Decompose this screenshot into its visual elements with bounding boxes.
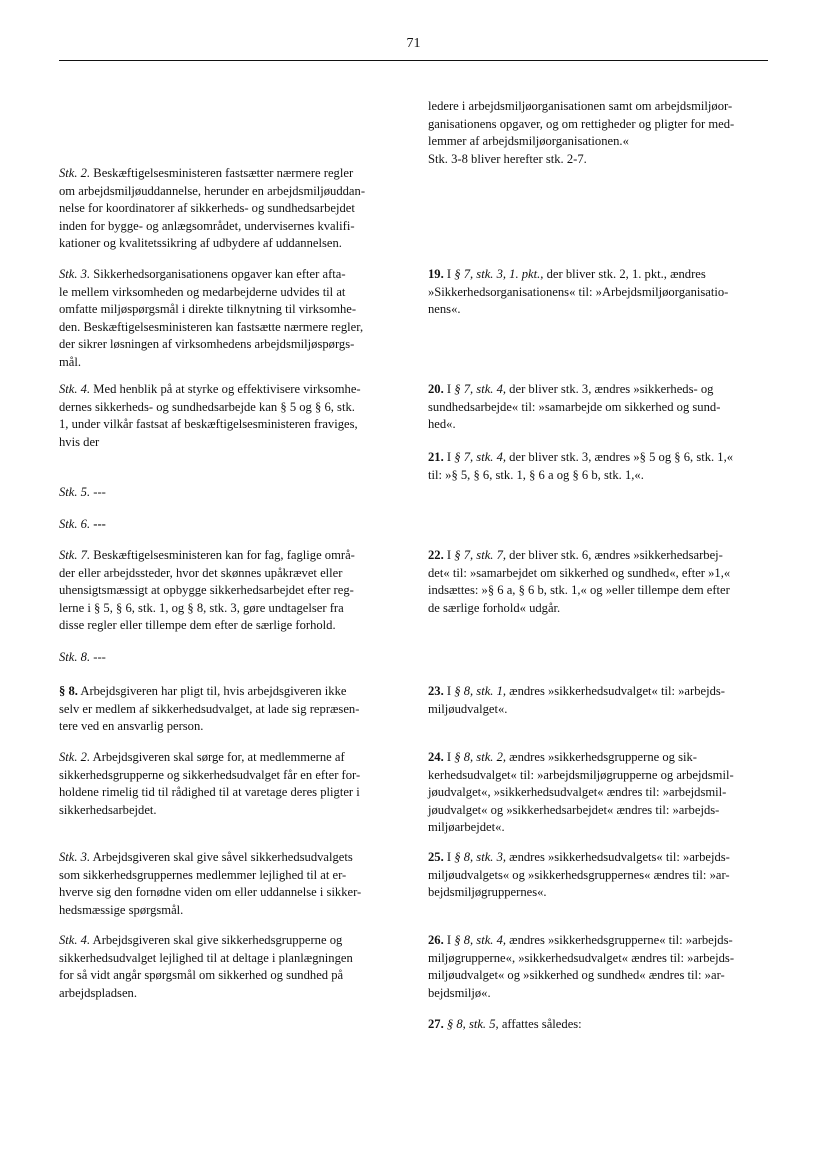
amendment-19 xyxy=(428,266,768,319)
left-p8-stk3-paragraph xyxy=(59,849,389,919)
paragraph-line: dernes sikkerheds- og sundhedsarbejde kan § 5 og § 6, stk. xyxy=(59,399,355,414)
amendment-prefix: I xyxy=(443,850,455,864)
amendment-reference: § 8, stk. 2, xyxy=(454,750,507,764)
amendment-number: 20. xyxy=(428,382,444,396)
amendment-number: 24. xyxy=(428,750,444,764)
paragraph-line: Stk. 3-8 bliver herefter stk. 2-7. xyxy=(428,151,587,166)
amendment-prefix: I xyxy=(443,548,455,562)
amendment-prefix: I xyxy=(443,450,455,464)
paragraph-line: holdene rimelig tid til rådighed til at varetage deres pligter i xyxy=(59,785,360,800)
paragraph-line: der sikrer løsningen af virksomhedens arbejdsmiljøspørgs- xyxy=(59,337,355,352)
stk-label: Stk. 4. xyxy=(59,933,91,947)
amendment-24 xyxy=(428,749,768,837)
paragraph-line: Beskæftigelsesministeren kan for fag, faglige områ- xyxy=(90,548,355,562)
paragraph-line: Arbejdsgiveren skal give sikkerhedsgrupperne og xyxy=(90,933,343,947)
paragraph-line: sikkerhedsudvalget lejlighed til at deltage i planlægningen xyxy=(59,950,353,965)
paragraph-line: hverve sig den fornødne viden om eller uddannelse i sikker- xyxy=(59,885,362,900)
paragraph-line: der bliver stk. 3, ændres »§ 5 og § 6, stk. 1,« xyxy=(506,450,734,464)
left-stk8-paragraph xyxy=(59,649,389,667)
left-stk6-paragraph xyxy=(59,516,389,534)
left-p8-paragraph xyxy=(59,683,389,736)
amendment-25 xyxy=(428,849,768,902)
paragraph-line: hvis der xyxy=(59,434,100,449)
paragraph-line: »Sikkerhedsorganisationens« til: »Arbejdsmiljøorganisatio- xyxy=(428,284,729,299)
paragraph-line: som sikkerhedsgruppernes medlemmer lejlighed til at er- xyxy=(59,867,347,882)
stk-label: Stk. 3. xyxy=(59,850,91,864)
left-stk5-paragraph xyxy=(59,484,389,502)
paragraph-line: nelse for koordinatorer af sikkerheds- og sundhedsarbejdet xyxy=(59,201,355,216)
paragraph-line: miljøudvalget« og »sikkerhed og sundhed« ændres til: »ar- xyxy=(428,968,725,983)
paragraph-line: Sikkerhedsorganisationens opgaver kan efter afta- xyxy=(90,267,346,281)
paragraph-line: affattes således: xyxy=(498,1017,582,1031)
paragraph-line: der eller arbejdssteder, hvor det skønnes upåkrævet eller xyxy=(59,565,343,580)
amendment-reference: § 7, stk. 4, xyxy=(454,450,507,464)
amendment-reference: § 8, stk. 4, xyxy=(454,933,507,947)
paragraph-line: bejdsmiljøgruppernes«. xyxy=(428,885,547,900)
paragraph-line: de særlige forhold« udgår. xyxy=(428,600,561,615)
paragraph-line: mål. xyxy=(59,354,82,369)
amendment-prefix: I xyxy=(443,684,455,698)
amendment-20 xyxy=(428,381,768,434)
paragraph-line: Arbejdsgiveren skal sørge for, at medlemmerne af xyxy=(90,750,345,764)
paragraph-line: lemmer af arbejdsmiljøorganisationen.« xyxy=(428,134,629,149)
amendment-23 xyxy=(428,683,768,718)
amendment-number: 22. xyxy=(428,548,444,562)
paragraph-line: nens«. xyxy=(428,302,461,317)
left-stk4-paragraph xyxy=(59,381,389,451)
amendment-number: 23. xyxy=(428,684,444,698)
amendment-reference: § 8, stk. 5, xyxy=(446,1017,499,1031)
paragraph-line: til: »§ 5, § 6, stk. 1, § 6 a og § 6 b, stk. 1,«. xyxy=(428,467,644,482)
amendment-number: 26. xyxy=(428,933,444,947)
paragraph-line: jøudvalget«, »sikkerhedsudvalget« ændres til: »arbejdsmil- xyxy=(428,785,727,800)
stk-label: Stk. 3. xyxy=(59,267,91,281)
paragraph-line: disse regler eller tillempe dem efter de særlige forhold. xyxy=(59,618,336,633)
amendment-prefix: I xyxy=(443,267,455,281)
paragraph-line: miljøudvalgets« og »sikkerhedsgruppernes« ændres til: »ar- xyxy=(428,867,730,882)
amendment-prefix: I xyxy=(443,382,455,396)
paragraph-line: inden for bygge- og anlægsområdet, undervisernes kvalifi- xyxy=(59,218,355,233)
paragraph-line: ændres »sikkerhedsgrupperne og sik- xyxy=(506,750,697,764)
paragraph-line: hedsmæssige spørgsmål. xyxy=(59,902,184,917)
amendment-26 xyxy=(428,932,768,1002)
stk-label: Stk. 2. xyxy=(59,750,91,764)
paragraph-line: arbejdspladsen. xyxy=(59,985,137,1000)
paragraph-line: miljøarbejdet«. xyxy=(428,820,505,835)
amendment-reference: § 7, stk. 4, xyxy=(454,382,507,396)
paragraph-line: miljøudvalget«. xyxy=(428,701,508,716)
paragraph-line: der bliver stk. 6, ændres »sikkerhedsarbej- xyxy=(506,548,723,562)
paragraph-line: om arbejdsmiljøuddannelse, herunder en arbejdsmiljøuddan- xyxy=(59,183,366,198)
paragraph-line: det« til: »samarbejdet om sikkerhed og sundhed«, efter »1,« xyxy=(428,565,731,580)
paragraph-line: --- xyxy=(90,650,106,664)
left-p8-stk2-paragraph xyxy=(59,749,389,819)
amendment-prefix: I xyxy=(443,933,455,947)
amendment-number: 25. xyxy=(428,850,444,864)
amendment-number: 19. xyxy=(428,267,444,281)
amendment-number: 21. xyxy=(428,450,444,464)
paragraph-line: hed«. xyxy=(428,417,456,432)
left-stk2-paragraph xyxy=(59,165,389,253)
stk-label: Stk. 6. xyxy=(59,517,91,531)
stk-label: Stk. 2. xyxy=(59,166,91,180)
amendment-reference: § 8, stk. 1, xyxy=(454,684,507,698)
right-intro-paragraph xyxy=(428,98,768,168)
paragraph-line: Beskæftigelsesministeren fastsætter nærmere regler xyxy=(90,166,354,180)
amendment-reference: § 7, stk. 3, 1. pkt., xyxy=(454,267,544,281)
paragraph-line: der bliver stk. 2, 1. pkt., ændres xyxy=(543,267,706,281)
amendment-prefix: I xyxy=(443,750,455,764)
paragraph-line: for så vidt angår spørgsmål om sikkerhed og sundhed på xyxy=(59,968,344,983)
paragraph-line: der bliver stk. 3, ændres »sikkerheds- og xyxy=(506,382,714,396)
paragraph-line: Med henblik på at styrke og effektivisere virksomhe- xyxy=(90,382,361,396)
amendment-22 xyxy=(428,547,768,617)
stk-label: Stk. 7. xyxy=(59,548,91,562)
stk-label: Stk. 5. xyxy=(59,485,91,499)
paragraph-line: kationer og kvalitetssikring af udbydere af uddannelsen. xyxy=(59,236,342,251)
paragraph-line: omfatte miljøspørgsmål i direkte tilknytning til virksomhe- xyxy=(59,302,357,317)
paragraph-line: 1, under vilkår fastsat af beskæftigelsesministeren fraviges, xyxy=(59,417,358,432)
paragraph-line: indsættes: »§ 6 a, § 6 b, stk. 1,« og »eller tillempe dem efter xyxy=(428,583,730,598)
paragraph-line: le mellem virksomheden og medarbejderne udvides til at xyxy=(59,284,346,299)
paragraph-line: ændres »sikkerhedsudvalgets« til: »arbejds- xyxy=(506,850,730,864)
paragraph-line: selv er medlem af sikkerhedsudvalget, at lade sig repræsen- xyxy=(59,701,360,716)
paragraph-line: miljøgrupperne«, »sikkerhedsudvalget« ændres til: »arbejds- xyxy=(428,950,735,965)
paragraph-line: sikkerhedsarbejdet. xyxy=(59,802,157,817)
stk-label: Stk. 4. xyxy=(59,382,91,396)
paragraph-line: --- xyxy=(90,485,106,499)
paragraph-line: Arbejdsgiveren har pligt til, hvis arbejdsgiveren ikke xyxy=(77,684,347,698)
paragraph-line: kerhedsudvalget« til: »arbejdsmiljøgrupperne og arbejdsmil- xyxy=(428,767,734,782)
paragraph-line: lerne i § 5, § 6, stk. 1, og § 8, stk. 3, gøre undtagelser fra xyxy=(59,600,344,615)
paragraph-line: ændres »sikkerhedsudvalget« til: »arbejds- xyxy=(506,684,725,698)
paragraph-line: ledere i arbejdsmiljøorganisationen samt om arbejdsmiljøor- xyxy=(428,99,733,113)
amendment-21 xyxy=(428,449,768,484)
amendment-reference: § 8, stk. 3, xyxy=(454,850,507,864)
paragraph-line: --- xyxy=(90,517,106,531)
header-rule xyxy=(59,60,768,61)
paragraph-line: Arbejdsgiveren skal give såvel sikkerhedsudvalgets xyxy=(90,850,353,864)
amendment-reference: § 7, stk. 7, xyxy=(454,548,507,562)
paragraph-line: sikkerhedsgrupperne og sikkerhedsudvalget får en efter for- xyxy=(59,767,361,782)
paragraph-line: jøudvalget« og »sikkerhedsarbejdet« ændres til: »arbejds- xyxy=(428,802,720,817)
paragraph-line: bejdsmiljø«. xyxy=(428,985,491,1000)
left-stk3-paragraph xyxy=(59,266,389,372)
paragraph-line: tere ved en ansvarlig person. xyxy=(59,719,204,734)
paragraph-line: ganisationens opgaver, og om rettigheder og pligter for med- xyxy=(428,116,735,131)
paragraph-line: ændres »sikkerhedsgrupperne« til: »arbejds- xyxy=(506,933,733,947)
amendment-27 xyxy=(428,1016,768,1034)
paragraph-line: uhensigtsmæssigt at opbygge sikkerhedsarbejdet efter reg- xyxy=(59,583,354,598)
paragraph-line: sundhedsarbejde« til: »samarbejde om sikkerhed og sund- xyxy=(428,399,721,414)
left-p8-stk4-paragraph xyxy=(59,932,389,1002)
stk-label: Stk. 8. xyxy=(59,650,91,664)
amendment-number: 27. xyxy=(428,1017,444,1031)
left-stk7-paragraph xyxy=(59,547,389,635)
page-number: 71 xyxy=(406,36,421,51)
section-label: § 8. xyxy=(59,684,78,698)
paragraph-line: den. Beskæftigelsesministeren kan fastsætte nærmere regler, xyxy=(59,319,364,334)
